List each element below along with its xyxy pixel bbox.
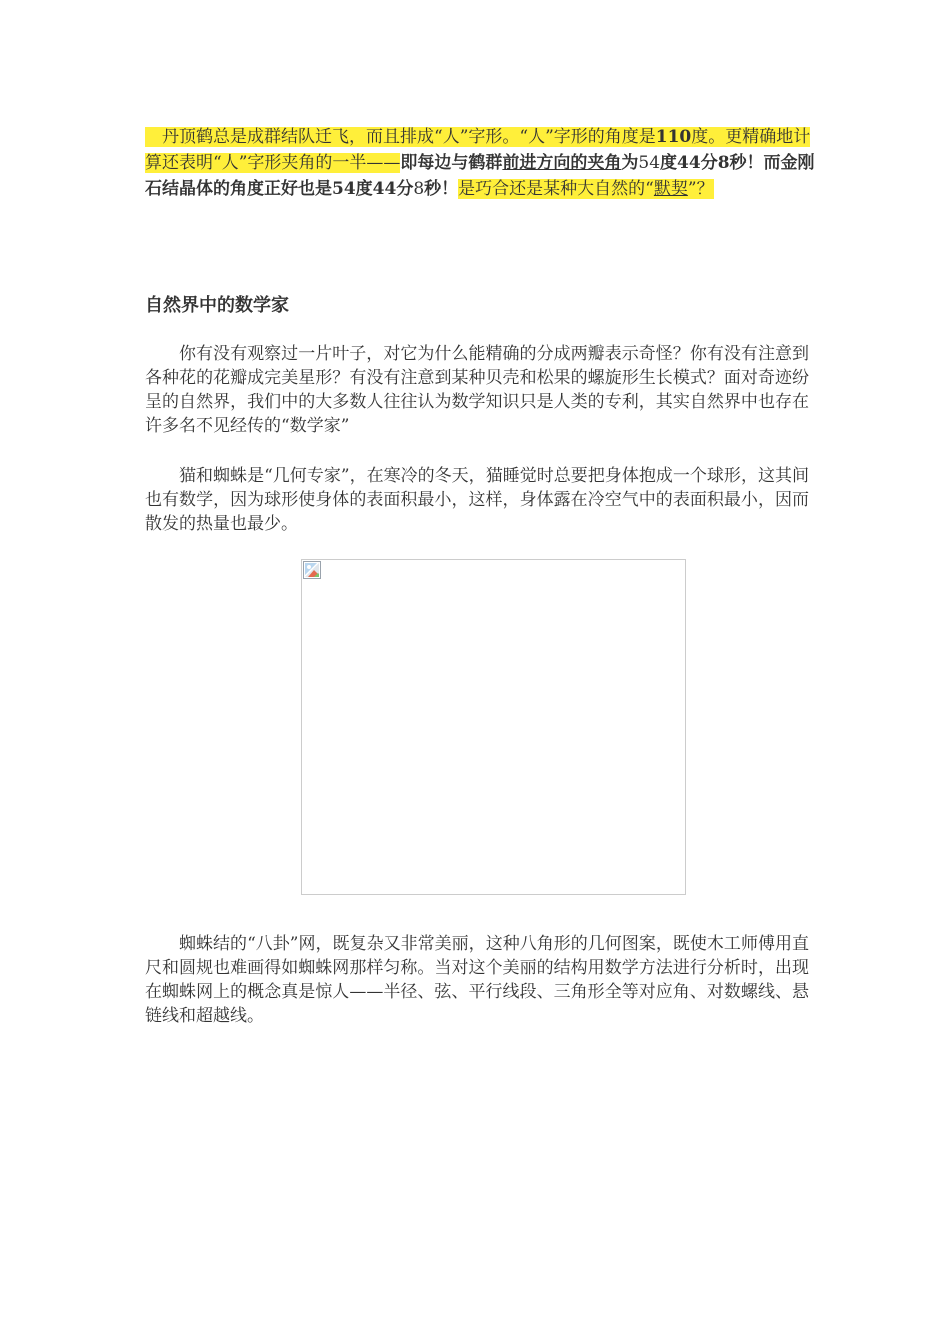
intro-text-10: 秒！ — [424, 179, 459, 199]
intro-text-1: 丹顶鹤总是成群结队迁飞，而且排成“人”字形。“人”字形的角度是 — [162, 127, 656, 147]
section-title: 自然界中的数学家 — [145, 295, 289, 316]
intro-text-9: 分 — [396, 179, 414, 199]
intro-highlight-2 — [458, 179, 713, 199]
intro-seconds-2: 8 — [413, 179, 425, 199]
intro-text-4: 为 — [621, 153, 639, 173]
intro-degrees-1: 54 — [638, 153, 661, 173]
intro-text-6: 分 — [700, 153, 718, 173]
intro-text-2: 度。更精确地计算还表明“人”字形夹角的一半—— — [145, 127, 811, 173]
intro-text-8: 度 — [355, 179, 373, 199]
intro-minutes-1: 44 — [677, 153, 701, 173]
paragraph-spider-web: 蜘蛛结的“八卦”网，既复杂又非常美丽，这种八角形的几何图案，既使木工师傅用直尺和圆规也难画得如蜘蛛网那样匀称。当对这个美丽的结构用数学方法进行分析时，出现在蜘蛛网上的概念真是惊人——半径、弦、平行线段、三角形全等对应角、对数螺线、悬链线和超越线。 — [145, 934, 809, 1026]
paragraph-leaf-observation: 你有没有观察过一片叶子，对它为什么能精确的分成两瓣表示奇怪？你有没有注意到各种花的花瓣成完美星形？有没有注意到某种贝壳和松果的螺旋形生长模式？面对奇迹纷呈的自然界，我们中的大多数人往往认为数学知识只是人类的专利，其实自然界中也存在许多名不见经传的“数学家” — [145, 344, 809, 436]
intro-text-11: 是巧合还是某种大自然的“ — [458, 179, 654, 199]
intro-underlined-text: 前进方向的夹角 — [502, 153, 622, 173]
intro-minutes-2: 44 — [372, 179, 397, 199]
broken-image-icon — [303, 561, 321, 579]
image-placeholder — [301, 559, 686, 895]
intro-paragraph — [145, 124, 825, 202]
intro-degrees-2: 54 — [332, 179, 356, 199]
intro-angle-value: 110 — [655, 127, 692, 147]
intro-text-7: 秒！而金刚石结晶体的角度正好也是 — [145, 153, 815, 199]
paragraph-cat-sphere: 猫和蜘蛛是“几何专家”，在寒冷的冬天，猫睡觉时总要把身体抱成一个球形，这其间也有数学，因为球形使身体的表面积最小，这样，身体露在冷空气中的表面积最小，因而散发的热量也最少。 — [145, 466, 809, 534]
intro-text-5: 度 — [660, 153, 678, 173]
intro-text-3: 即每边与鹤群 — [400, 153, 503, 173]
intro-seconds-1: 8 — [717, 153, 730, 173]
intro-underlined-word: 默契 — [653, 179, 688, 199]
intro-text-12: ”？ — [687, 179, 714, 199]
